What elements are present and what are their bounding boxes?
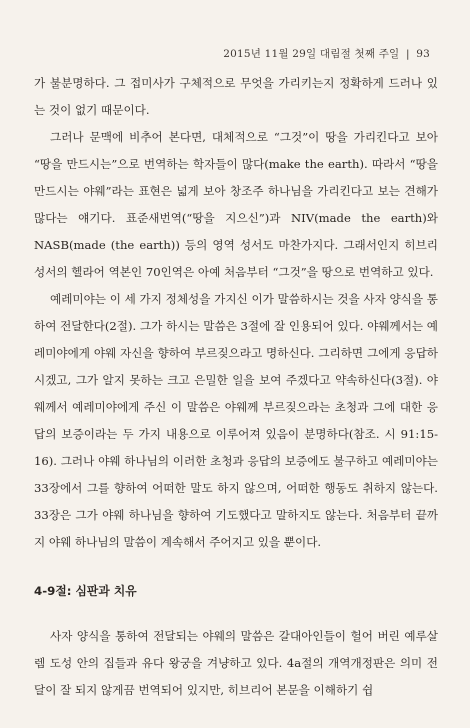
header-separator: | — [405, 48, 410, 60]
paragraph: 예레미야는 이 세 가지 정체성을 가지신 이가 말씀하시는 것을 사자 양식을 통하여 전달한다(2절). 그가 하시는 말씀은 3절에 잘 인용되어 있다. 야웨께서는 예레미야에게 야웨 자신을 향하여 부르짖으라고 명하신다. 그리하면 그에게 응답하시겠고, 그가 알지 못하는 크고 은밀한 일을 보여 주겠다고 약속하신다(3절). 야웨께서 예레미야에게 주신 이 말씀은 야웨께 부르짖으라는 초청과 그에 대한 응답의 보증이라는 두 가지 내용으로 이루어져 있음이 분명하다(참조. 시 91:15-16). 그러나 야웨 하나님의 이러한 초청과 응답의 보증에도 불구하고 예레미야는 33장에서 그를 향하여 어떠한 말도 하지 않으며, 어떠한 행동도 취하지 않는다. 33장은 그가 야웨 하나님을 향하여 기도했다고 말하지도 않는다. 처음부터 끝까지 야웨 하나님의 말씀이 계속해서 주어지고 있을 뿐이다. — [34, 292, 439, 549]
running-header — [223, 46, 430, 61]
paragraph: 사자 양식을 통하여 전달되는 야웨의 말씀은 갈대아인들이 헐어 버린 예루살렘 도성 안의 집들과 유다 왕궁을 겨냥하고 있다. 4a절의 개역개정판은 의미 전달이 잘 되지 않게끔 번역되어 있지만, 히브리어 본문을 이해하기 쉽 — [34, 629, 438, 697]
section-heading: 4-9절: 심판과 치유 — [34, 584, 137, 598]
paragraph-continuation: 가 불분명하다. 그 접미사가 구체적으로 무엇을 가리키는지 정확하게 드러나 있는 것이 없기 때문이다. — [34, 76, 438, 117]
paragraph: 그러나 문맥에 비추어 본다면, 대체적으로 “그것”이 땅을 가리킨다고 보아 “땅을 만드시는”으로 번역하는 학자들이 많다(make the earth). 따라서 “땅을 만드시는 야웨”라는 표현은 넓게 보아 창조주 하나님을 가리킨다고 보는 견해가 많다는 얘기다. 표준새번역(“땅을 지으신”)과 NIV(made the earth)와 NASB(made (the earth)) 등의 영역 성서도 마찬가지다. 그래서인지 히브리 성서의 헬라어 역본인 70인역은 아예 처음부터 “그것”을 땅으로 번역하고 있다. — [34, 130, 438, 279]
running-header-title: 2015년 11월 29일 대림절 첫째 주일 — [223, 48, 400, 60]
body-text — [34, 70, 438, 704]
page-number: 93 — [416, 48, 430, 60]
